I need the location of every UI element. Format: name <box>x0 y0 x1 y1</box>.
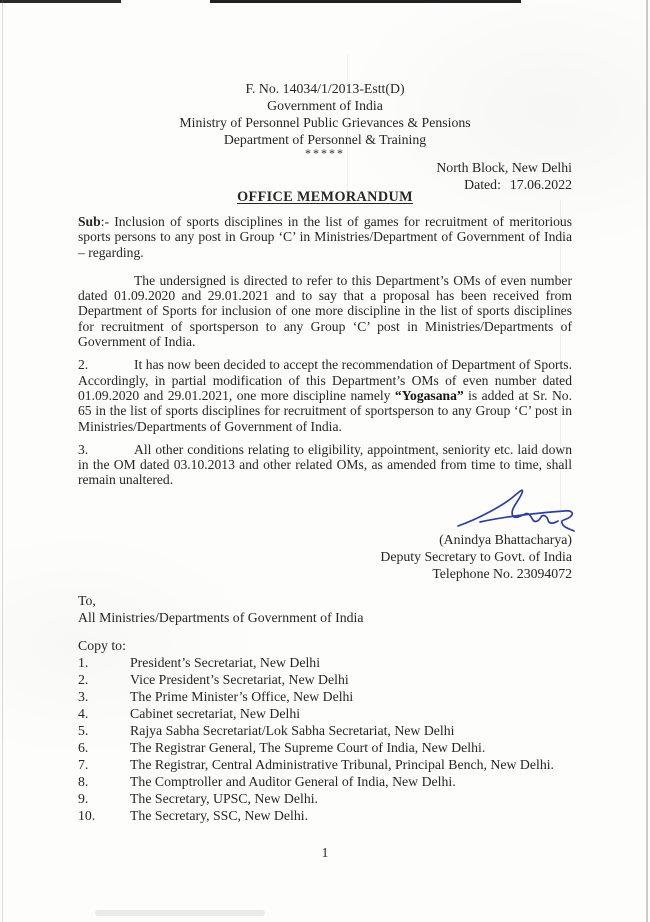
to-label: To, <box>78 593 96 608</box>
scan-border-line-right <box>210 0 521 3</box>
page-number: 1 <box>321 845 329 860</box>
memo-content <box>78 80 572 488</box>
signatory-designation: Deputy Secretary to Govt. of India <box>380 549 572 564</box>
paragraph-1: The undersigned is directed to refer to this Department’s OMs of even number dated 01.09.2020 and 29.01.2021 and to say that a proposal has been received from Department of Sports for inclusion of one more discipline in the list of sports disciplines for recruitment of sportsperson to any Group ‘C’ post in Ministries/Departments of Government of India. <box>78 272 572 350</box>
subject-label: Sub <box>78 214 101 229</box>
scan-border-line-left <box>0 0 121 3</box>
addressee-block <box>78 592 363 626</box>
file-number: F. No. 14034/1/2013-Estt(D) <box>245 81 405 96</box>
copy-to-item: 7. The Registrar, Central Administrative Tribunal, Principal Bench, New Delhi. <box>78 757 555 772</box>
copy-to-item: 8. The Comptroller and Auditor General of India, New Delhi. <box>78 774 456 789</box>
paragraph-3-number: 3. <box>78 441 89 457</box>
subject-separator: :- <box>100 214 115 229</box>
org-government: Government of India <box>267 98 383 113</box>
copy-to-item: 10. The Secretary, SSC, New Delhi. <box>78 808 309 823</box>
copy-to-item: 3. The Prime Minister’s Office, New Delhi <box>78 689 354 704</box>
paragraph-2-number: 2. <box>78 357 89 373</box>
paragraph-2-text-after: is added at Sr. No. 65 in the list of sports disciplines for recruitment of sportsperson to any Group ‘C’ post in Ministries/Departments of Government of India. <box>78 387 572 434</box>
to-value: All Ministries/Departments of Government of India <box>78 610 364 625</box>
scan-edge-right <box>646 0 648 922</box>
paragraph-2-bold-term: “Yogasana” <box>394 387 464 403</box>
paragraph-3 <box>78 442 572 488</box>
signatory-name: (Anindya Bhattacharya) <box>439 532 572 547</box>
place-line: North Block, New Delhi <box>436 160 572 175</box>
separator-stars: ***** <box>305 146 345 160</box>
memo-title: OFFICE MEMORANDUM <box>237 189 413 205</box>
copy-to-item: 2. Vice President’s Secretariat, New Delhi <box>78 672 349 687</box>
copy-to-item: 1. President’s Secretariat, New Delhi <box>78 655 321 670</box>
copy-to-item: 4. Cabinet secretariat, New Delhi <box>78 706 301 721</box>
place-date-block <box>78 159 572 193</box>
copy-to-block <box>78 637 572 824</box>
copy-to-item: 6. The Registrar General, The Supreme Court of India, New Delhi. <box>78 740 486 755</box>
copy-to-label: Copy to: <box>78 638 126 653</box>
org-department: Department of Personnel & Training <box>223 132 427 147</box>
copy-to-item: 5. Rajya Sabha Secretariat/Lok Sabha Secretariat, New Delhi <box>78 723 455 738</box>
scan-edge-left <box>2 0 3 922</box>
date-label: Dated: <box>464 177 501 192</box>
signature-block <box>380 531 572 582</box>
subject-text: Inclusion of sports disciplines in the list of games for recruitment of meritorious sports persons to any post in Group ‘C’ in Ministries/Department of Government of India – regarding. <box>78 214 573 260</box>
org-ministry: Ministry of Personnel Public Grievances & Pensions <box>179 115 471 130</box>
signatory-phone: Telephone No. 23094072 <box>432 566 572 581</box>
paragraph-3-text: All other conditions relating to eligibility, appointment, seniority etc. laid down in the OM dated 03.10.2013 and other related OMs, as amended from time to time, shall remain unaltered. <box>78 441 572 488</box>
scan-smudge <box>95 910 265 916</box>
copy-to-item: 9. The Secretary, UPSC, New Delhi. <box>78 791 319 806</box>
date-value: 17.06.2022 <box>509 177 572 192</box>
subject-paragraph <box>78 214 572 260</box>
paragraph-2-text-before: It has now been decided to accept the recommendation of Department of Sports. Accordingly, in partial modification of this Department’s OMs of even number dated 01.09.2020 and 29.01.2021, one more discipline namely <box>78 357 572 403</box>
paragraph-2 <box>78 357 572 433</box>
